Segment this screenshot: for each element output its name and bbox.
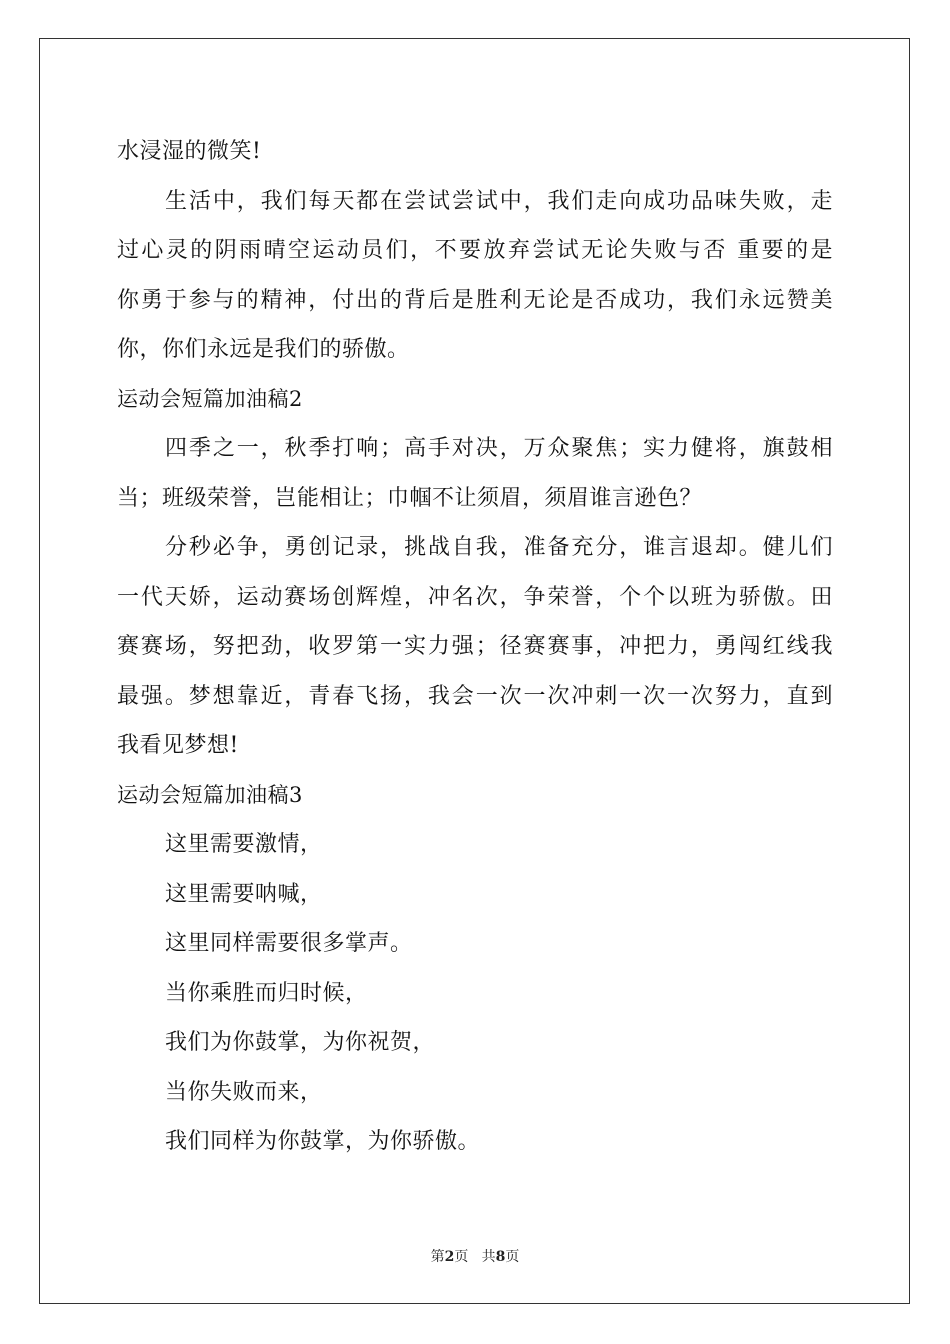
footer-page-current: 2 [444, 1249, 455, 1265]
text-line: 当你乘胜而归时候， [165, 980, 368, 1006]
text-line: 这里同样需要很多掌声。 [165, 931, 413, 956]
text-line: 水浸湿的微笑! [117, 139, 262, 164]
text-line: 我们为你鼓掌，为你祝贺， [165, 1030, 436, 1055]
text-line: 赛赛场，努把劲，收罗第一实力强；径赛赛事，冲把力，勇闯红线我 [117, 634, 833, 659]
footer-total-suffix: 页 [505, 1249, 520, 1265]
text-line: 当你失败而来， [165, 1079, 323, 1105]
page-footer [0, 1246, 950, 1266]
text-line: 当；班级荣誉，岂能相让；巾帼不让须眉，须眉谁言逊色？ [117, 485, 703, 511]
text-line: 这里需要激情， [165, 832, 323, 857]
text-line: 这里需要呐喊， [165, 881, 323, 907]
text-line: 一代天娇，运动赛场创辉煌，冲名次，争荣誉，个个以班为骄傲。田 [117, 584, 833, 610]
text-line: 你，你们永远是我们的骄傲。 [117, 337, 410, 362]
text-line: 过心灵的阴雨晴空运动员们，不要放弃尝试无论失败与否 重要的是 [117, 238, 833, 263]
footer-total-prefix: 共 [481, 1249, 496, 1265]
text-line: 我看见梦想! [117, 733, 239, 758]
text-line: 分秒必争，勇创记录，挑战自我，准备充分，谁言退却。健儿们 [165, 535, 833, 560]
document-body [117, 127, 833, 1167]
text-line: 最强。梦想靠近，青春飞扬，我会一次一次冲刺一次一次努力，直到 [117, 683, 833, 709]
footer-page-prefix: 第 [430, 1249, 445, 1265]
text-line: 生活中，我们每天都在尝试尝试中，我们走向成功品味失败，走 [165, 188, 833, 214]
footer-page-suffix: 页 [454, 1249, 469, 1265]
text-line: 你勇于参与的精神，付出的背后是胜利无论是否成功，我们永远赞美 [117, 287, 833, 313]
section-heading: 运动会短篇加油稿3 [117, 782, 303, 807]
text-line: 我们同样为你鼓掌，为你骄傲。 [165, 1129, 481, 1154]
section-heading: 运动会短篇加油稿2 [117, 386, 303, 411]
text-line: 四季之一，秋季打响；高手对决，万众聚焦；实力健将，旗鼓相 [165, 436, 833, 461]
footer-page-total: 8 [495, 1249, 506, 1265]
